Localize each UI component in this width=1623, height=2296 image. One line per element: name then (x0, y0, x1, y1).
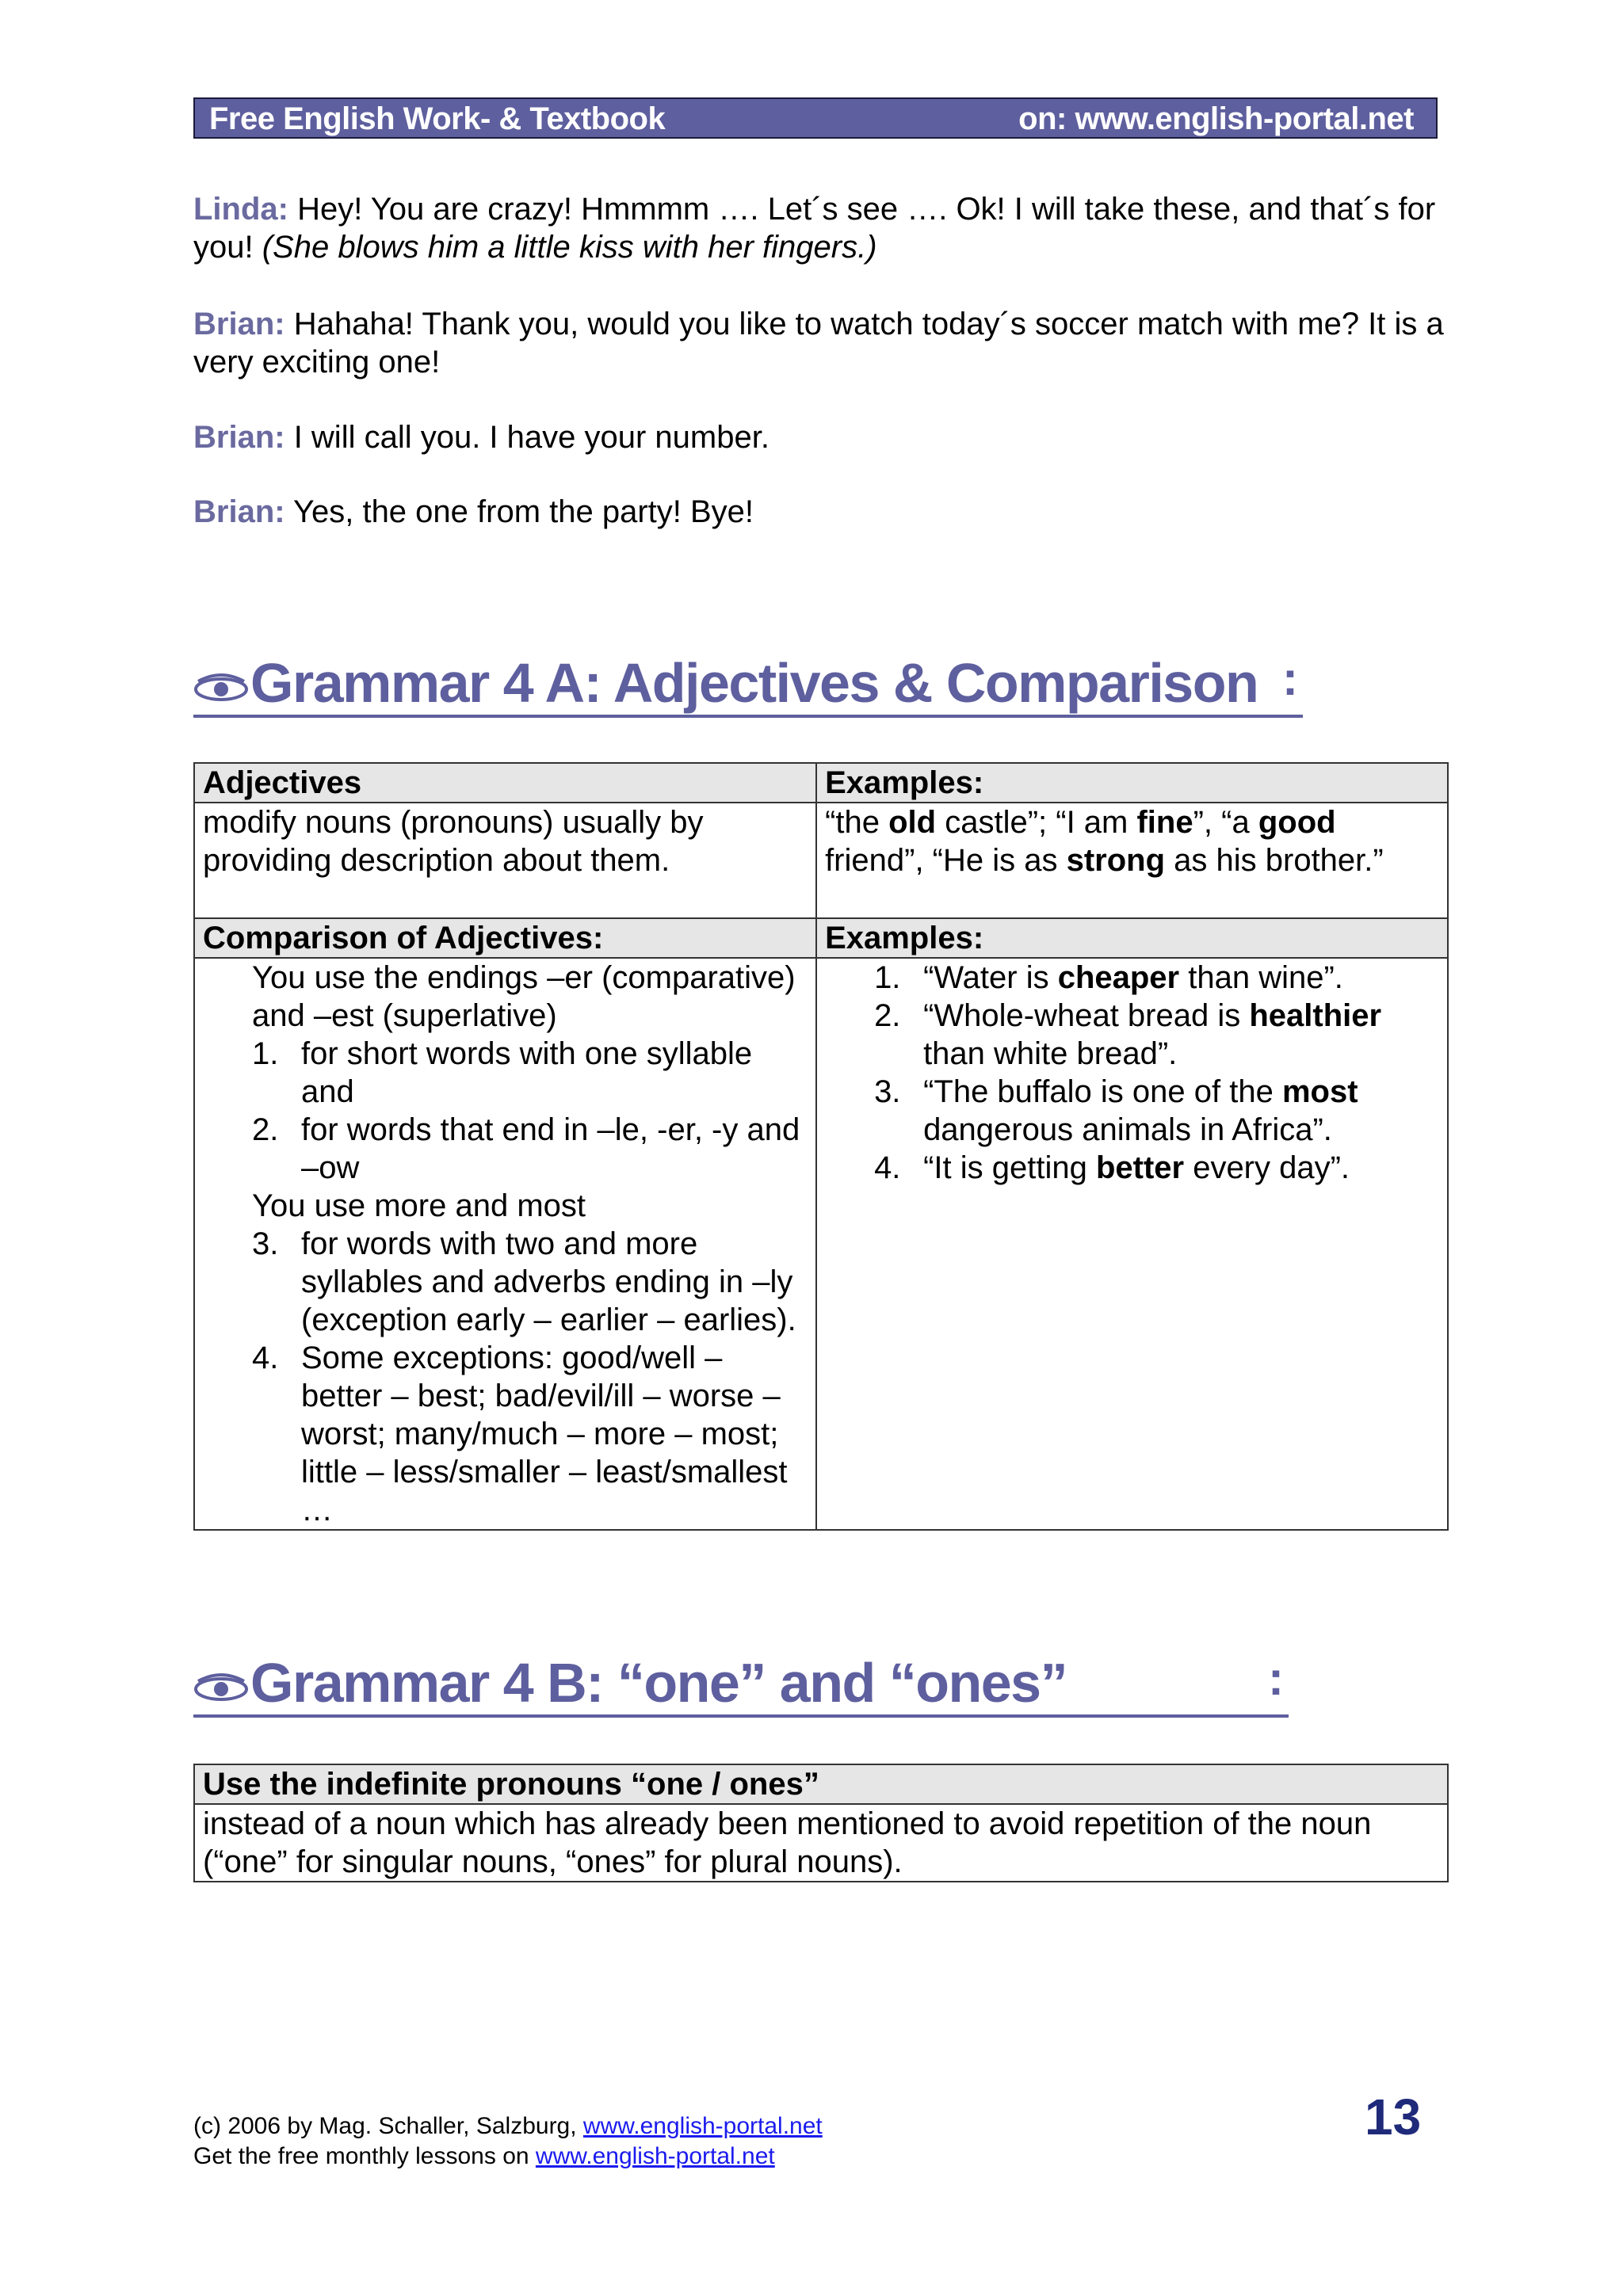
dialog-text: Yes, the one from the party! Bye! (285, 494, 754, 529)
rule-intro: You use the endings –er (comparative) and –est (superlative) (252, 960, 796, 1033)
dialog-line-4 (193, 493, 1445, 531)
footer (193, 2111, 823, 2172)
title-colon: : (1282, 652, 1298, 705)
list-item: 1. “Water is cheaper than wine”. (874, 960, 1343, 995)
table-header-pronouns: Use the indefinite pronouns “one / ones” (194, 1764, 1448, 1804)
rule-list (252, 1035, 808, 1187)
title-colon: : (1268, 1652, 1284, 1705)
table-row (194, 1804, 1448, 1882)
section-title-grammar-a (193, 650, 1258, 716)
table-header-adjectives: Adjectives (194, 763, 816, 803)
footer-copyright: (c) 2006 by Mag. Schaller, Salzburg, www.english-portal.net (193, 2113, 823, 2139)
title-underline (193, 715, 1303, 718)
dialog-line-3 (193, 418, 1445, 456)
table-header-comparison: Comparison of Adjectives: (194, 918, 816, 958)
stage-direction: (She blows him a little kiss with her fingers.) (262, 230, 877, 265)
dialog-line-1 (193, 190, 1445, 266)
dialog-text: I will call you. I have your number. (285, 420, 769, 455)
speaker-name: Brian: (193, 420, 285, 455)
title-underline (193, 1714, 1289, 1718)
table-row (194, 918, 1448, 958)
adjectives-examples: “the old castle”; “I am fine”, “a good friend”, “He is as strong as his brother.” (816, 803, 1448, 918)
rule-list (252, 1225, 808, 1529)
page-number: 13 (1365, 2088, 1422, 2145)
adjectives-definition: modify nouns (pronouns) usually by providing description about them. (194, 803, 816, 918)
list-item: 1. for short words with one syllable and (252, 1036, 753, 1109)
pronouns-explanation: instead of a noun which has already been mentioned to avoid repetition of the noun (“one” for singular nouns, “ones” for plural nouns). (194, 1804, 1448, 1882)
comparison-examples (816, 958, 1448, 1530)
table-header-examples: Examples: (816, 763, 1448, 803)
eye-icon (193, 672, 249, 704)
list-item: 4. “It is getting better every day”. (874, 1150, 1350, 1185)
eye-icon (193, 1672, 249, 1703)
header-title: Free English Work- & Textbook (209, 101, 666, 136)
list-item: 2. for words that end in –le, -er, -y and –ow (252, 1112, 800, 1185)
table-row (194, 803, 1448, 918)
speaker-name: Brian: (193, 307, 285, 341)
rule-intro: You use more and most (252, 1188, 586, 1223)
speaker-name: Linda: (193, 192, 288, 227)
list-item: 2. “Whole-wheat bread is healthier than white bread”. (874, 998, 1382, 1071)
dialog-text: Hahaha! Thank you, would you like to watch today´s soccer match with me? It is a very exciting one! (193, 307, 1444, 379)
section-title-grammar-b (193, 1650, 1067, 1716)
table-row (194, 763, 1448, 803)
footer-lessons: Get the free monthly lessons on www.english-portal.net (193, 2143, 775, 2169)
header-url: on: www.english-portal.net (1018, 101, 1414, 136)
header-bar (193, 97, 1438, 139)
list-item: 3. for words with two and more syllables and adverbs ending in –ly (exception early – earlier – earlies). (252, 1226, 796, 1337)
dialog-text: Hey! You are crazy! Hmmmm …. Let´s see …. Ok! I will take these, and that´s for you! (193, 192, 1436, 265)
list-item: 4. Some exceptions: good/well – better – best; bad/evil/ill – worse – worst; many/much – more – most; little – less/smaller – least/smallest … (252, 1341, 788, 1527)
dialog-line-2 (193, 305, 1445, 381)
adjectives-table (193, 762, 1449, 1531)
footer-link[interactable]: www.english-portal.net (535, 2143, 775, 2169)
section-title-text: Grammar 4 A: Adjectives & Comparison (250, 652, 1258, 714)
footer-link[interactable]: www.english-portal.net (582, 2113, 823, 2139)
comparison-rules (194, 958, 816, 1530)
list-item: 3. “The buffalo is one of the most dangerous animals in Africa”. (874, 1074, 1358, 1147)
section-title-text: Grammar 4 B: “one” and “ones” (250, 1652, 1067, 1714)
table-row (194, 1764, 1448, 1804)
example-list (874, 959, 1439, 1187)
table-row (194, 958, 1448, 1530)
one-ones-table (193, 1764, 1449, 1882)
speaker-name: Brian: (193, 494, 285, 529)
table-header-examples: Examples: (816, 918, 1448, 958)
